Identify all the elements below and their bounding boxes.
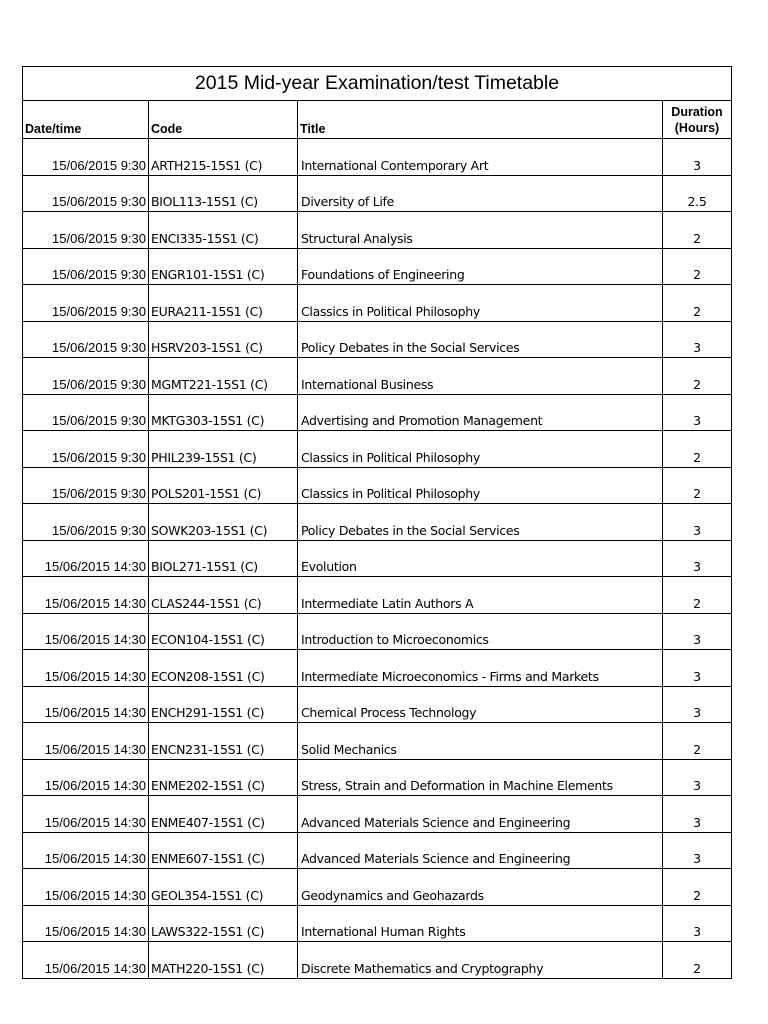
cell-duration: 2 bbox=[663, 431, 732, 468]
cell-title: Policy Debates in the Social Services bbox=[298, 504, 663, 541]
table-row bbox=[23, 869, 732, 906]
table-row bbox=[23, 759, 732, 796]
cell-duration: 3 bbox=[663, 650, 732, 687]
table-row bbox=[23, 212, 732, 249]
table-row bbox=[23, 942, 732, 979]
table-row bbox=[23, 723, 732, 760]
table-row bbox=[23, 321, 732, 358]
cell-duration: 3 bbox=[663, 504, 732, 541]
cell-code: POLS201-15S1 (C) bbox=[149, 467, 298, 504]
cell-code: PHIL239-15S1 (C) bbox=[149, 431, 298, 468]
cell-duration: 2 bbox=[663, 285, 732, 322]
cell-duration: 2 bbox=[663, 869, 732, 906]
cell-datetime: 15/06/2015 14:30 bbox=[23, 650, 149, 687]
cell-title: Advanced Materials Science and Engineering bbox=[298, 796, 663, 833]
cell-duration: 2 bbox=[663, 212, 732, 249]
cell-duration: 2.5 bbox=[663, 175, 732, 212]
cell-title: Geodynamics and Geohazards bbox=[298, 869, 663, 906]
cell-duration: 2 bbox=[663, 577, 732, 614]
cell-title: Intermediate Latin Authors A bbox=[298, 577, 663, 614]
cell-code: EURA211-15S1 (C) bbox=[149, 285, 298, 322]
cell-title: Structural Analysis bbox=[298, 212, 663, 249]
header-row bbox=[23, 101, 732, 139]
timetable-table bbox=[22, 66, 732, 979]
cell-code: CLAS244-15S1 (C) bbox=[149, 577, 298, 614]
cell-title: Diversity of Life bbox=[298, 175, 663, 212]
cell-code: ENME202-15S1 (C) bbox=[149, 759, 298, 796]
cell-datetime: 15/06/2015 9:30 bbox=[23, 212, 149, 249]
cell-title: Evolution bbox=[298, 540, 663, 577]
cell-code: HSRV203-15S1 (C) bbox=[149, 321, 298, 358]
cell-duration: 2 bbox=[663, 723, 732, 760]
cell-title: Policy Debates in the Social Services bbox=[298, 321, 663, 358]
table-row bbox=[23, 613, 732, 650]
cell-title: International Business bbox=[298, 358, 663, 395]
cell-code: ENGR101-15S1 (C) bbox=[149, 248, 298, 285]
cell-duration: 3 bbox=[663, 613, 732, 650]
table-row bbox=[23, 431, 732, 468]
table-row bbox=[23, 358, 732, 395]
table-row bbox=[23, 504, 732, 541]
cell-datetime: 15/06/2015 14:30 bbox=[23, 540, 149, 577]
cell-title: Introduction to Microeconomics bbox=[298, 613, 663, 650]
table-row bbox=[23, 796, 732, 833]
cell-datetime: 15/06/2015 9:30 bbox=[23, 394, 149, 431]
table-row bbox=[23, 540, 732, 577]
table-row bbox=[23, 139, 732, 176]
cell-datetime: 15/06/2015 14:30 bbox=[23, 577, 149, 614]
table-row bbox=[23, 905, 732, 942]
cell-code: ARTH215-15S1 (C) bbox=[149, 139, 298, 176]
cell-datetime: 15/06/2015 14:30 bbox=[23, 869, 149, 906]
cell-duration: 3 bbox=[663, 686, 732, 723]
cell-datetime: 15/06/2015 14:30 bbox=[23, 942, 149, 979]
cell-datetime: 15/06/2015 14:30 bbox=[23, 832, 149, 869]
cell-datetime: 15/06/2015 9:30 bbox=[23, 467, 149, 504]
cell-datetime: 15/06/2015 14:30 bbox=[23, 796, 149, 833]
timetable-body bbox=[23, 139, 732, 979]
page-title: 2015 Mid-year Examination/test Timetable bbox=[23, 67, 732, 101]
cell-duration: 2 bbox=[663, 467, 732, 504]
cell-datetime: 15/06/2015 9:30 bbox=[23, 139, 149, 176]
cell-duration: 3 bbox=[663, 832, 732, 869]
duration-header-line2: (Hours) bbox=[674, 121, 720, 135]
cell-code: GEOL354-15S1 (C) bbox=[149, 869, 298, 906]
cell-datetime: 15/06/2015 14:30 bbox=[23, 686, 149, 723]
table-row bbox=[23, 248, 732, 285]
cell-datetime: 15/06/2015 9:30 bbox=[23, 285, 149, 322]
cell-datetime: 15/06/2015 14:30 bbox=[23, 759, 149, 796]
table-row bbox=[23, 686, 732, 723]
cell-datetime: 15/06/2015 14:30 bbox=[23, 905, 149, 942]
cell-title: Classics in Political Philosophy bbox=[298, 467, 663, 504]
cell-datetime: 15/06/2015 9:30 bbox=[23, 431, 149, 468]
cell-title: Intermediate Microeconomics - Firms and Markets bbox=[298, 650, 663, 687]
cell-code: BIOL271-15S1 (C) bbox=[149, 540, 298, 577]
column-header-code: Code bbox=[149, 101, 298, 139]
table-row bbox=[23, 832, 732, 869]
cell-code: SOWK203-15S1 (C) bbox=[149, 504, 298, 541]
duration-header-line1: Duration bbox=[671, 105, 723, 119]
cell-code: MGMT221-15S1 (C) bbox=[149, 358, 298, 395]
cell-duration: 2 bbox=[663, 358, 732, 395]
cell-code: ECON104-15S1 (C) bbox=[149, 613, 298, 650]
cell-code: ENME407-15S1 (C) bbox=[149, 796, 298, 833]
cell-datetime: 15/06/2015 9:30 bbox=[23, 248, 149, 285]
cell-title: Solid Mechanics bbox=[298, 723, 663, 760]
cell-duration: 2 bbox=[663, 942, 732, 979]
column-header-datetime: Date/time bbox=[23, 101, 149, 139]
cell-duration: 3 bbox=[663, 139, 732, 176]
cell-datetime: 15/06/2015 9:30 bbox=[23, 175, 149, 212]
cell-duration: 3 bbox=[663, 905, 732, 942]
table-row bbox=[23, 650, 732, 687]
cell-datetime: 15/06/2015 14:30 bbox=[23, 613, 149, 650]
cell-code: ECON208-15S1 (C) bbox=[149, 650, 298, 687]
cell-title: International Human Rights bbox=[298, 905, 663, 942]
cell-title: Foundations of Engineering bbox=[298, 248, 663, 285]
cell-title: Classics in Political Philosophy bbox=[298, 285, 663, 322]
cell-duration: 2 bbox=[663, 248, 732, 285]
cell-datetime: 15/06/2015 9:30 bbox=[23, 321, 149, 358]
cell-title: Discrete Mathematics and Cryptography bbox=[298, 942, 663, 979]
table-row bbox=[23, 467, 732, 504]
cell-datetime: 15/06/2015 9:30 bbox=[23, 358, 149, 395]
cell-code: ENCH291-15S1 (C) bbox=[149, 686, 298, 723]
cell-datetime: 15/06/2015 9:30 bbox=[23, 504, 149, 541]
column-header-duration bbox=[663, 101, 732, 139]
cell-title: Stress, Strain and Deformation in Machine Elements bbox=[298, 759, 663, 796]
table-row bbox=[23, 577, 732, 614]
cell-code: BIOL113-15S1 (C) bbox=[149, 175, 298, 212]
cell-duration: 3 bbox=[663, 796, 732, 833]
cell-duration: 3 bbox=[663, 759, 732, 796]
table-row bbox=[23, 175, 732, 212]
cell-code: ENCI335-15S1 (C) bbox=[149, 212, 298, 249]
timetable-sheet bbox=[22, 66, 731, 979]
cell-datetime: 15/06/2015 14:30 bbox=[23, 723, 149, 760]
column-header-title: Title bbox=[298, 101, 663, 139]
table-row bbox=[23, 285, 732, 322]
cell-title: Classics in Political Philosophy bbox=[298, 431, 663, 468]
cell-code: LAWS322-15S1 (C) bbox=[149, 905, 298, 942]
cell-code: MATH220-15S1 (C) bbox=[149, 942, 298, 979]
cell-title: Chemical Process Technology bbox=[298, 686, 663, 723]
cell-code: ENME607-15S1 (C) bbox=[149, 832, 298, 869]
table-row bbox=[23, 394, 732, 431]
cell-title: International Contemporary Art bbox=[298, 139, 663, 176]
cell-duration: 3 bbox=[663, 321, 732, 358]
cell-title: Advanced Materials Science and Engineering bbox=[298, 832, 663, 869]
cell-title: Advertising and Promotion Management bbox=[298, 394, 663, 431]
cell-duration: 3 bbox=[663, 394, 732, 431]
cell-code: ENCN231-15S1 (C) bbox=[149, 723, 298, 760]
cell-code: MKTG303-15S1 (C) bbox=[149, 394, 298, 431]
cell-duration: 3 bbox=[663, 540, 732, 577]
